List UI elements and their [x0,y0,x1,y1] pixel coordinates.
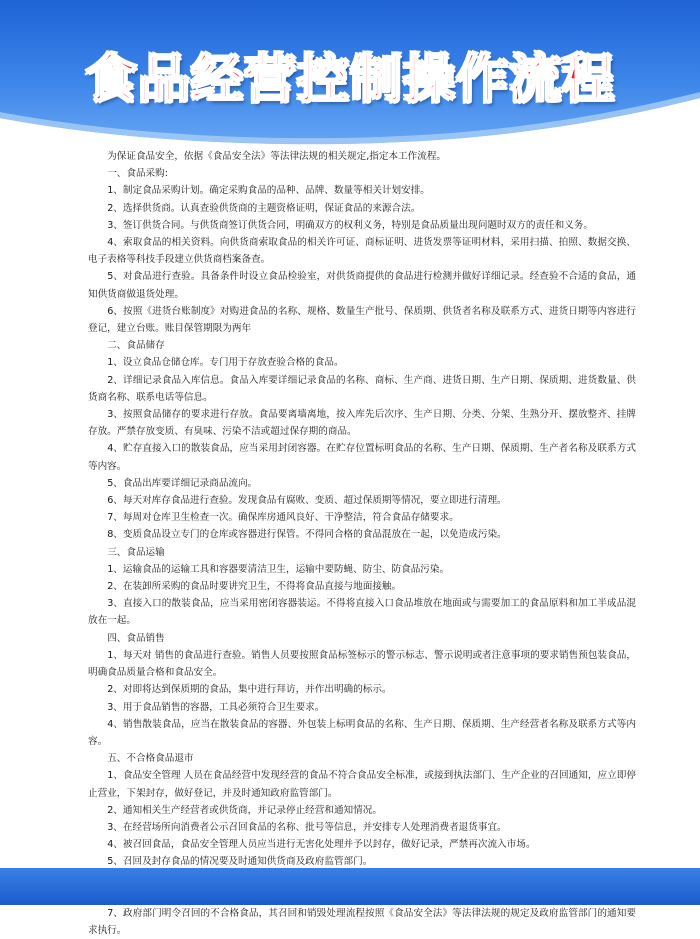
document-line: 7、政府部门明令召回的不合格食品，其召回和销毁处理流程按照《食品安全法》等法律法规的规定及政府监管部门的通知要求执行。 [88,907,636,937]
document-line: 2、对即将达到保质期的食品，集中进行拜访，并作出明确的标示。 [107,684,392,696]
document-body [88,148,636,939]
document-line: 2、详细记录食品入库信息。食品入库要详细记录食品的名称、商标、生产商、进货日期、生产日期、保质期、进货数量、供货商名称、联系电话等信息。 [88,374,636,403]
document-line: 1、制定食品采购计划。确定采购食品的品种、品牌、数量等相关计划安排。 [107,185,430,197]
document-line: 1、设立食品仓储仓库。专门用于存放查验合格的食品。 [107,357,344,369]
document-line: 为保证食品安全，依据《食品安全法》等法律法规的相关规定,指定本工作流程。 [107,151,447,162]
document-line: 一、食品采购: [107,168,168,180]
document-line: 四、食品销售 [107,632,165,644]
document-line: 5、对食品进行查验。具备条件时设立食品检验室，对供货商提供的食品进行检测并做好详细记录。经查验不合适的食品，通知供货商做退货处理。 [88,271,636,300]
document-line: 3、在经营场所向消费者公示召回食品的名称、批号等信息，并安排专人处理消费者退货事宜。 [107,821,507,833]
document-line: 2、在装卸所采购的食品时要讲究卫生，不得将食品直接与地面接触。 [107,581,402,593]
document-line: 1、食品安全管理 人员在食品经营中发现经营的食品不符合食品安全标准，或接到执法部门、生产企业的召回通知，应立即停止营业，下架封存，做好登记，并及时通知政府监管部门。 [88,770,636,799]
document-line: 4、贮存直接入口的散装食品，应当采用封闭容器。在贮存位置标明食品的名称、生产日期、保质期、生产者名称及联系方式等内容。 [88,443,636,472]
document-line: 8、变质食品设立专门的仓库或容器进行保管。不得同合格的食品混放在一起，以免造成污染。 [107,529,507,541]
document-line: 3、直接入口的散装食品，应当采用密闭容器装运。不得将直接入口食品堆放在地面或与需要加工的食品原料和加工半成品混放在一起。 [88,598,636,627]
document-line: 2、通知相关生产经营者或供货商，并记录停止经营和通知情况。 [107,804,382,816]
document-line: 3、用于食品销售的容器，工具必须符合卫生要求。 [107,701,325,713]
document-line: 二、食品储存 [107,340,165,352]
document-line: 7、每周对仓库卫生检查一次。确保库房通风良好、干净整洁，符合食品存储要求。 [107,512,459,524]
document-line: 5、食品出库要详细记录商品流向。 [107,477,258,489]
document-line: 5、召回及封存食品的情况要及时通知供货商及政府监管部门。 [107,856,373,868]
document-line: 6、每天对库存食品进行查验。发现食品有腐败、变质、超过保质期等情况，要立即进行清理。 [107,495,507,507]
document-line: 4、销售散装食品，应当在散装食品的容器、外包装上标明食品的名称、生产日期、保质期、生产经营者名称及联系方式等内容。 [88,718,636,747]
document-line: 三、食品运输 [107,546,165,558]
document-line: 4、被召回食品，食品安全管理人员应当进行无害化处理并予以封存，做好记录，严禁再次流入市场。 [107,839,536,851]
document-line: 1、运输食品的运输工具和容器要清洁卫生，运输中要防蝇、防尘、防食品污染。 [107,563,450,575]
footer-band [0,868,700,905]
document-line: 6、按照《进货台账制度》对购进食品的名称、规格、数量生产批号、保质期、供货者名称及联系方式、进货日期等内容进行登记，建立台账。账目保管期限为两年 [88,305,636,335]
page-title: 食品经营控制操作流程 [84,50,615,110]
document-line: 3、签订供货合同。与供货商签订供货合同，明确双方的权利义务，特别是食品质量出现问题时双方的责任和义务。 [107,219,593,231]
document-line: 3、按照食品储存的要求进行存放。食品要离墙离地，按入库先后次序、生产日期、分类、分架、生熟分开、摆放整齐、挂牌存放。严禁存放变质、有臭味、污染不洁或超过保存期的商品。 [88,409,636,438]
document-line: 五、不合格食品退市 [107,753,194,765]
document-line: 4、索取食品的相关资料。向供货商索取食品的相关许可证、商标证明、进货发票等证明材料，采用扫描、拍照、数据交换、电子表格等科技手段建立供货商档案备查。 [88,237,636,266]
document-line: 1、每天对 销售的食品进行查验。销售人员要按照食品标签标示的警示标志、警示说明或者注意事项的要求销售预包装食品，明确食品质量合格和食品安全。 [88,649,636,679]
document-line: 2、选择供货商。认真查验供货商的主题资格证明，保证食品的来源合法。 [107,202,421,214]
